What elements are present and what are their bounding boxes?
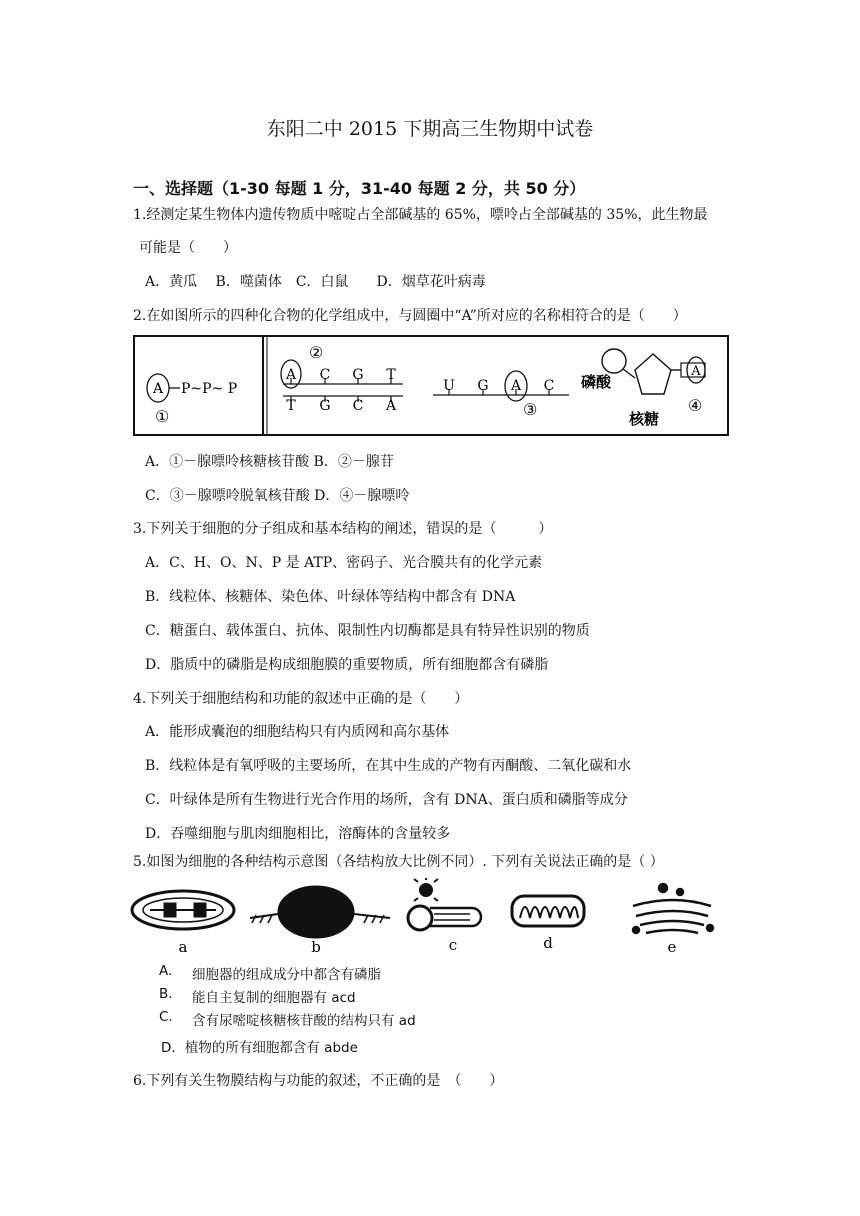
section-heading: 一、选择题（1-30 每题 1 分，31-40 每题 2 分，共 50 分） (133, 179, 586, 198)
organelle-label-d: d (543, 934, 553, 952)
fig-rna-3: A (510, 378, 522, 394)
q1-stem-line2: 可能是（ ） (139, 240, 237, 256)
fig-rna-4: C (543, 378, 555, 394)
fig-ribose-label: 核糖 (629, 410, 660, 428)
q5-option-a: 细胞器的组成成分中都含有磷脂 (192, 967, 381, 983)
fig-dna-top-3: G (352, 367, 364, 383)
q5-option-c-letter: C. (159, 1009, 173, 1025)
fig-label-3: ③ (523, 400, 538, 419)
fig-dna-bottom-3: C (352, 398, 364, 414)
q5-option-b-letter: B. (159, 986, 173, 1002)
q4-option-b: B．线粒体是有氧呼吸的主要场所，在其中生成的产物有丙酮酸、二氧化碳和水 (145, 758, 632, 774)
fig-dna-bottom-2: G (319, 398, 331, 414)
fig-dna-bottom-1: T (286, 398, 296, 414)
fig-atp-base: A (152, 381, 164, 397)
organelle-label-e: e (667, 938, 677, 956)
fig-label-2: ② (309, 343, 324, 362)
fig-rna-2: G (477, 378, 489, 394)
q5-option-a-letter: A. (159, 963, 173, 979)
fig-label-4: ④ (688, 396, 703, 415)
q4-stem: 4.下列关于细胞结构和功能的叙述中正确的是（ ） (133, 691, 469, 707)
page-title: 东阳二中 2015 下期高三生物期中试卷 (266, 118, 594, 140)
q6-stem: 6.下列有关生物膜结构与功能的叙述，不正确的是 （ ） (133, 1073, 504, 1089)
fig-label-1: ① (155, 407, 170, 426)
q4-option-a: A．能形成囊泡的细胞结构只有内质网和高尔基体 (145, 724, 450, 740)
fig-dna-bottom-4: A (385, 398, 397, 414)
organelle-label-b: b (311, 938, 321, 956)
fig-atp-chain: P~P~ P (181, 381, 238, 397)
q1-stem-line1: 1.经测定某生物体内遗传物质中嘧啶占全部碱基的 65%，嘌呤占全部碱基的 35%，此生物最 (133, 207, 708, 223)
q3-option-c: C．糖蛋白、载体蛋白、抗体、限制性内切酶都是具有特异性识别的物质 (145, 623, 590, 639)
fig-nucleotide-base: A (691, 364, 701, 379)
q1-options: A．黄瓜 B．噬菌体 C．白鼠 D．烟草花叶病毒 (145, 274, 486, 290)
q2-stem: 2.在如图所示的四种化合物的化学组成中，与圆圈中“A”所对应的名称相符合的是（ ） (133, 308, 687, 324)
q2-option-cd: C．③－腺嘌呤脱氧核苷酸 D．④－腺嘌呤 (145, 488, 410, 504)
fig-dna-top-2: C (319, 367, 331, 383)
q3-stem: 3.下列关于细胞的分子组成和基本结构的阐述，错误的是（ ） (133, 521, 553, 537)
organelle-c-image (408, 878, 481, 930)
organelle-b-image (250, 886, 390, 938)
q3-option-b: B．线粒体、核糖体、染色体、叶绿体等结构中都含有 DNA (145, 589, 516, 605)
q5-organelle-figure (128, 878, 728, 958)
fig-dna-top-4: T (386, 367, 396, 383)
q5-stem: 5.如图为细胞的各种结构示意图（各结构放大比例不同）. 下列有关说法正确的是（ ） (133, 854, 664, 870)
q5-option-d: D．植物的所有细胞都含有 abde (161, 1040, 358, 1056)
q2-option-ab: A．①－腺嘌呤核糖核苷酸 B．②－腺苷 (145, 454, 394, 470)
fig-rna-1: U (443, 378, 455, 394)
fig-dna-top-1: A (285, 367, 297, 383)
q4-option-d: D．吞噬细胞与肌肉细胞相比，溶酶体的含量较多 (145, 826, 451, 842)
q5-option-c: 含有尿嘧啶核糖核苷酸的结构只有 ad (192, 1013, 416, 1029)
organelle-a-image (132, 891, 234, 929)
fig-phosphate-label: 磷酸 (581, 373, 612, 391)
organelle-label-c: c (448, 936, 458, 954)
organelle-label-a: a (178, 938, 188, 956)
organelle-d-image (512, 896, 584, 926)
q2-compound-figure (133, 334, 729, 438)
q3-option-d: D．脂质中的磷脂是构成细胞膜的重要物质，所有细胞都含有磷脂 (145, 657, 549, 673)
q3-option-a: A．C、H、O、N、P 是 ATP、密码子、光合膜共有的化学元素 (145, 555, 543, 571)
q5-option-b: 能自主复制的细胞器有 acd (192, 990, 356, 1006)
q4-option-c: C．叶绿体是所有生物进行光合作用的场所，含有 DNA、蛋白质和磷脂等成分 (145, 792, 628, 808)
organelle-e-image (633, 884, 713, 933)
